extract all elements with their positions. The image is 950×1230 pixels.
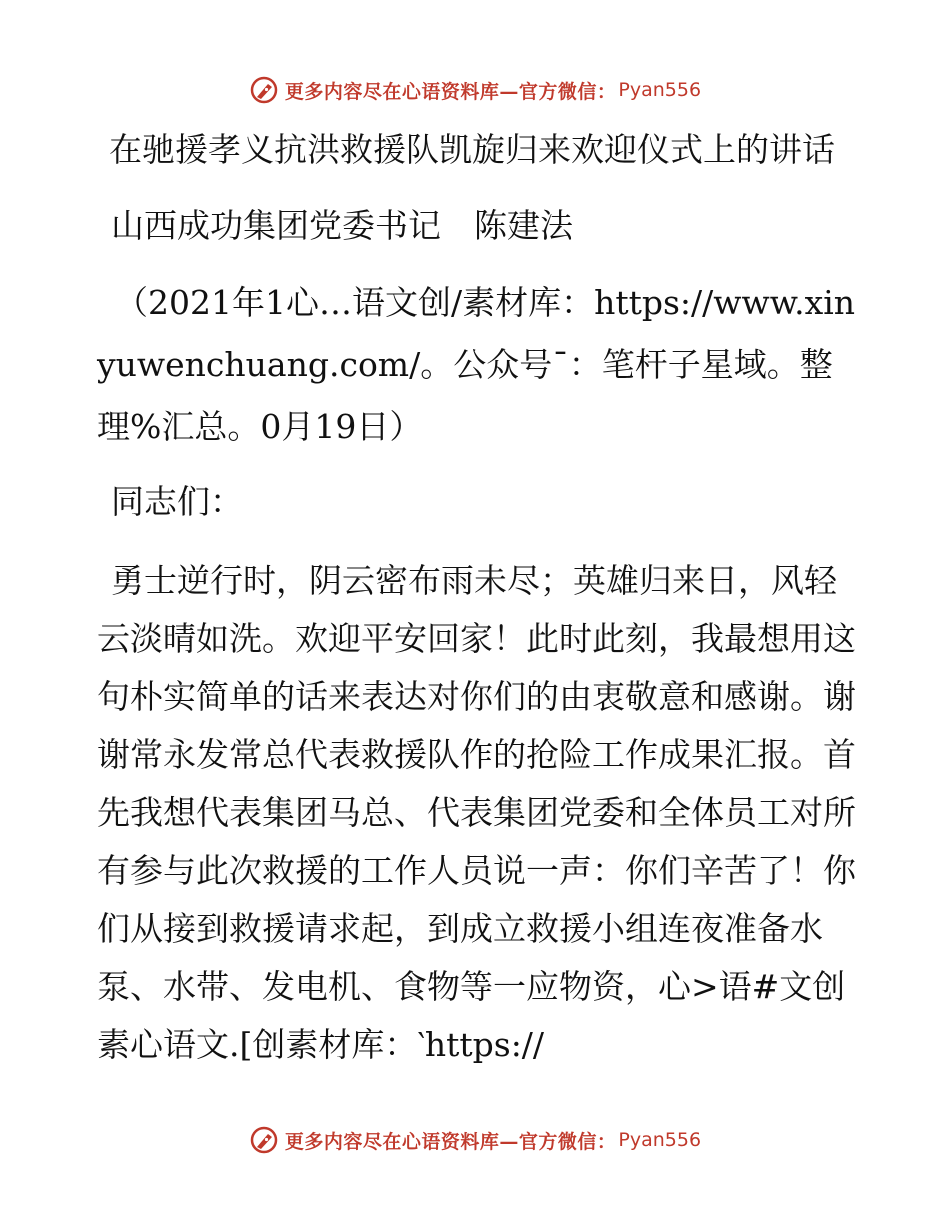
- pen-nib-logo-icon: [249, 75, 279, 105]
- watermark-wechat-id: Pyan556: [618, 1129, 702, 1151]
- footer-watermark: [0, 1120, 950, 1160]
- watermark-wechat-id: Pyan556: [618, 79, 702, 101]
- document-title: 在驰援孝义抗洪救援队凯旋归来欢迎仪式上的讲话: [109, 130, 835, 169]
- document-paragraph: 勇士逆行时，阴云密布雨未尽；英雄归来日，风轻云淡晴如洗。欢迎平安回家！此时此刻，我最想用这句朴实简单的话来表达对你们的由衷敬意和感谢。谢谢常永发常总代表救援队作的抢险工作成果汇报。首先我想代表集团马总、代表集团党委和全体员工对所有参与此次救援的工作人员说一声：你们辛苦了！你们从接到救援请求起，到成立救援小组连夜准备水泵、水带、发电机、食物等一应物资，心>语#文创素心语文.[创素材库：‵https://: [97, 561, 856, 1064]
- document-source-note: （2021年1心…语文创/素材库：https://www.xinyuwenchuang.com/。公众号¯：笔杆子星域。整理%汇总。0月19日）: [97, 283, 856, 446]
- watermark-text: 更多内容尽在心语资料库—官方微信：: [284, 80, 617, 103]
- document-greeting: 同志们：: [111, 482, 243, 521]
- document-body: [97, 122, 857, 1074]
- header-watermark: [0, 70, 950, 110]
- watermark-text: 更多内容尽在心语资料库—官方微信：: [284, 1130, 617, 1153]
- pen-nib-logo-icon: [249, 1125, 279, 1155]
- document-author: 山西成功集团党委书记 陈建法: [111, 206, 573, 245]
